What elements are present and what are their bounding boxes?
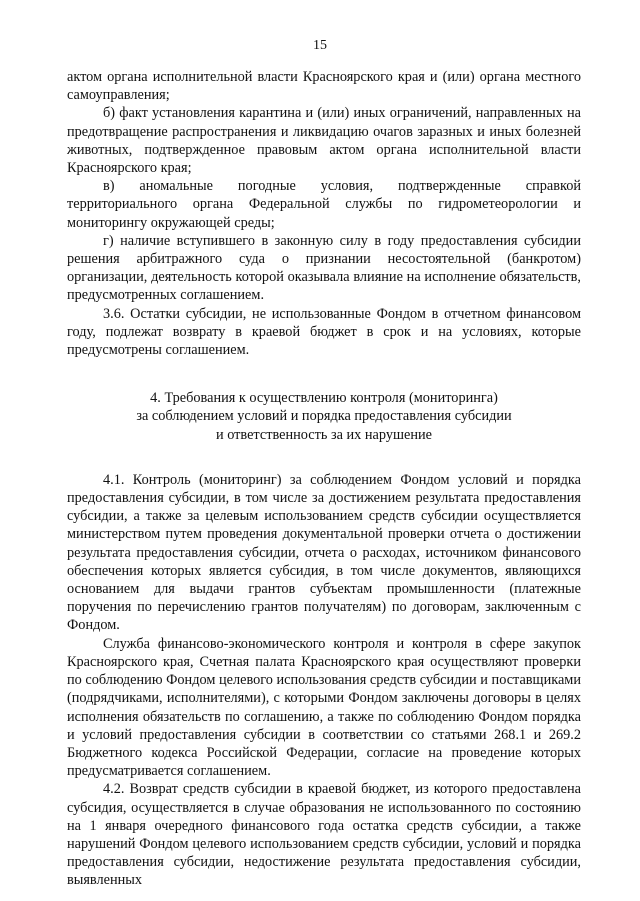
section-heading [67,389,581,444]
document-body [67,68,581,890]
section-heading-line-1: 4. Требования к осуществлению контроля (мониторинга) [150,390,498,407]
paragraph-p-sluzhba: Служба финансово-экономического контроля и контроля в сфере закупок Красноярского края, Счетная палата Красноярского края осуществляют проверки по соблюдению Фондом целевого использования средств субсидии и поставщиками (подрядчиками, исполнителями), с которыми Фондом заключены договоры в целях исполнения обязательств по соглашению, а также по соблюдению Фондом порядка и условий предоставления субсидии в соответствии со статьями 268.1 и 269.2 Бюджетного кодекса Российской Федерации, согласие на проведение которых предусматривается соглашением. [67,635,581,780]
paragraphs-before-heading [67,68,581,359]
page-number: 15 [313,38,327,53]
section-heading-line-3: и ответственность за их нарушение [215,426,433,443]
paragraph-p-4-1: 4.1. Контроль (мониторинг) за соблюдением Фондом условий и порядка предоставления субсидии, в том числе за достижением результата предоставления субсидии, а также за целевым использованием средств субсидии осуществляется министерством путем проведения документальной проверки отчета о достижении результата предоставления субсидии, отчета о расходах, источником финансового обеспечения которых является субсидия, в том числе документов, являющихся основанием для выдачи грантов субъектам промышленности (платежные поручения по перечислению грантов получателям) по договорам, заключенным с Фондом. [67,471,581,634]
paragraphs-after-heading [67,471,581,890]
section-heading-line-2: за соблюдением условий и порядка предоставления субсидии [136,408,512,425]
paragraph-p-3-6: 3.6. Остатки субсидии, не использованные Фондом в отчетном финансовом году, подлежат возврату в краевой бюджет в срок и на условиях, которые предусмотрены соглашением. [67,305,581,359]
paragraph-p-intro: актом органа исполнительной власти Красноярского края и (или) органа местного самоуправления; [67,69,581,104]
paragraph-p-4-2: 4.2. Возврат средств субсидии в краевой бюджет, из которого предоставлена субсидия, осуществляется в случае образования не использованного по состоянию на 1 января очередного финансового года остатка средств субсидии, а также нарушений Фондом целевого использованием средств субсидии, условий и порядка предоставления субсидии, недостижение результата предоставления субсидии, выявленных [67,781,581,889]
paragraph-p-b: б) факт установления карантина и (или) иных ограничений, направленных на предотвращение распространения и ликвидацию очагов заразных и иных болезней животных, подтвержденное правовым актом органа исполнительной власти Красноярского края; [67,105,581,177]
paragraph-p-v: в) аномальные погодные условия, подтвержденные справкой территориального органа Федеральной службы по гидрометеорологии и мониторингу окружающей среды; [67,178,581,231]
paragraph-p-g: г) наличие вступившего в законную силу в году предоставления субсидии решения арбитражного суда о признании несостоятельной (банкротом) организации, деятельность которой оказывала влияние на исполнение обязательств, предусмотренных соглашением. [67,232,581,304]
